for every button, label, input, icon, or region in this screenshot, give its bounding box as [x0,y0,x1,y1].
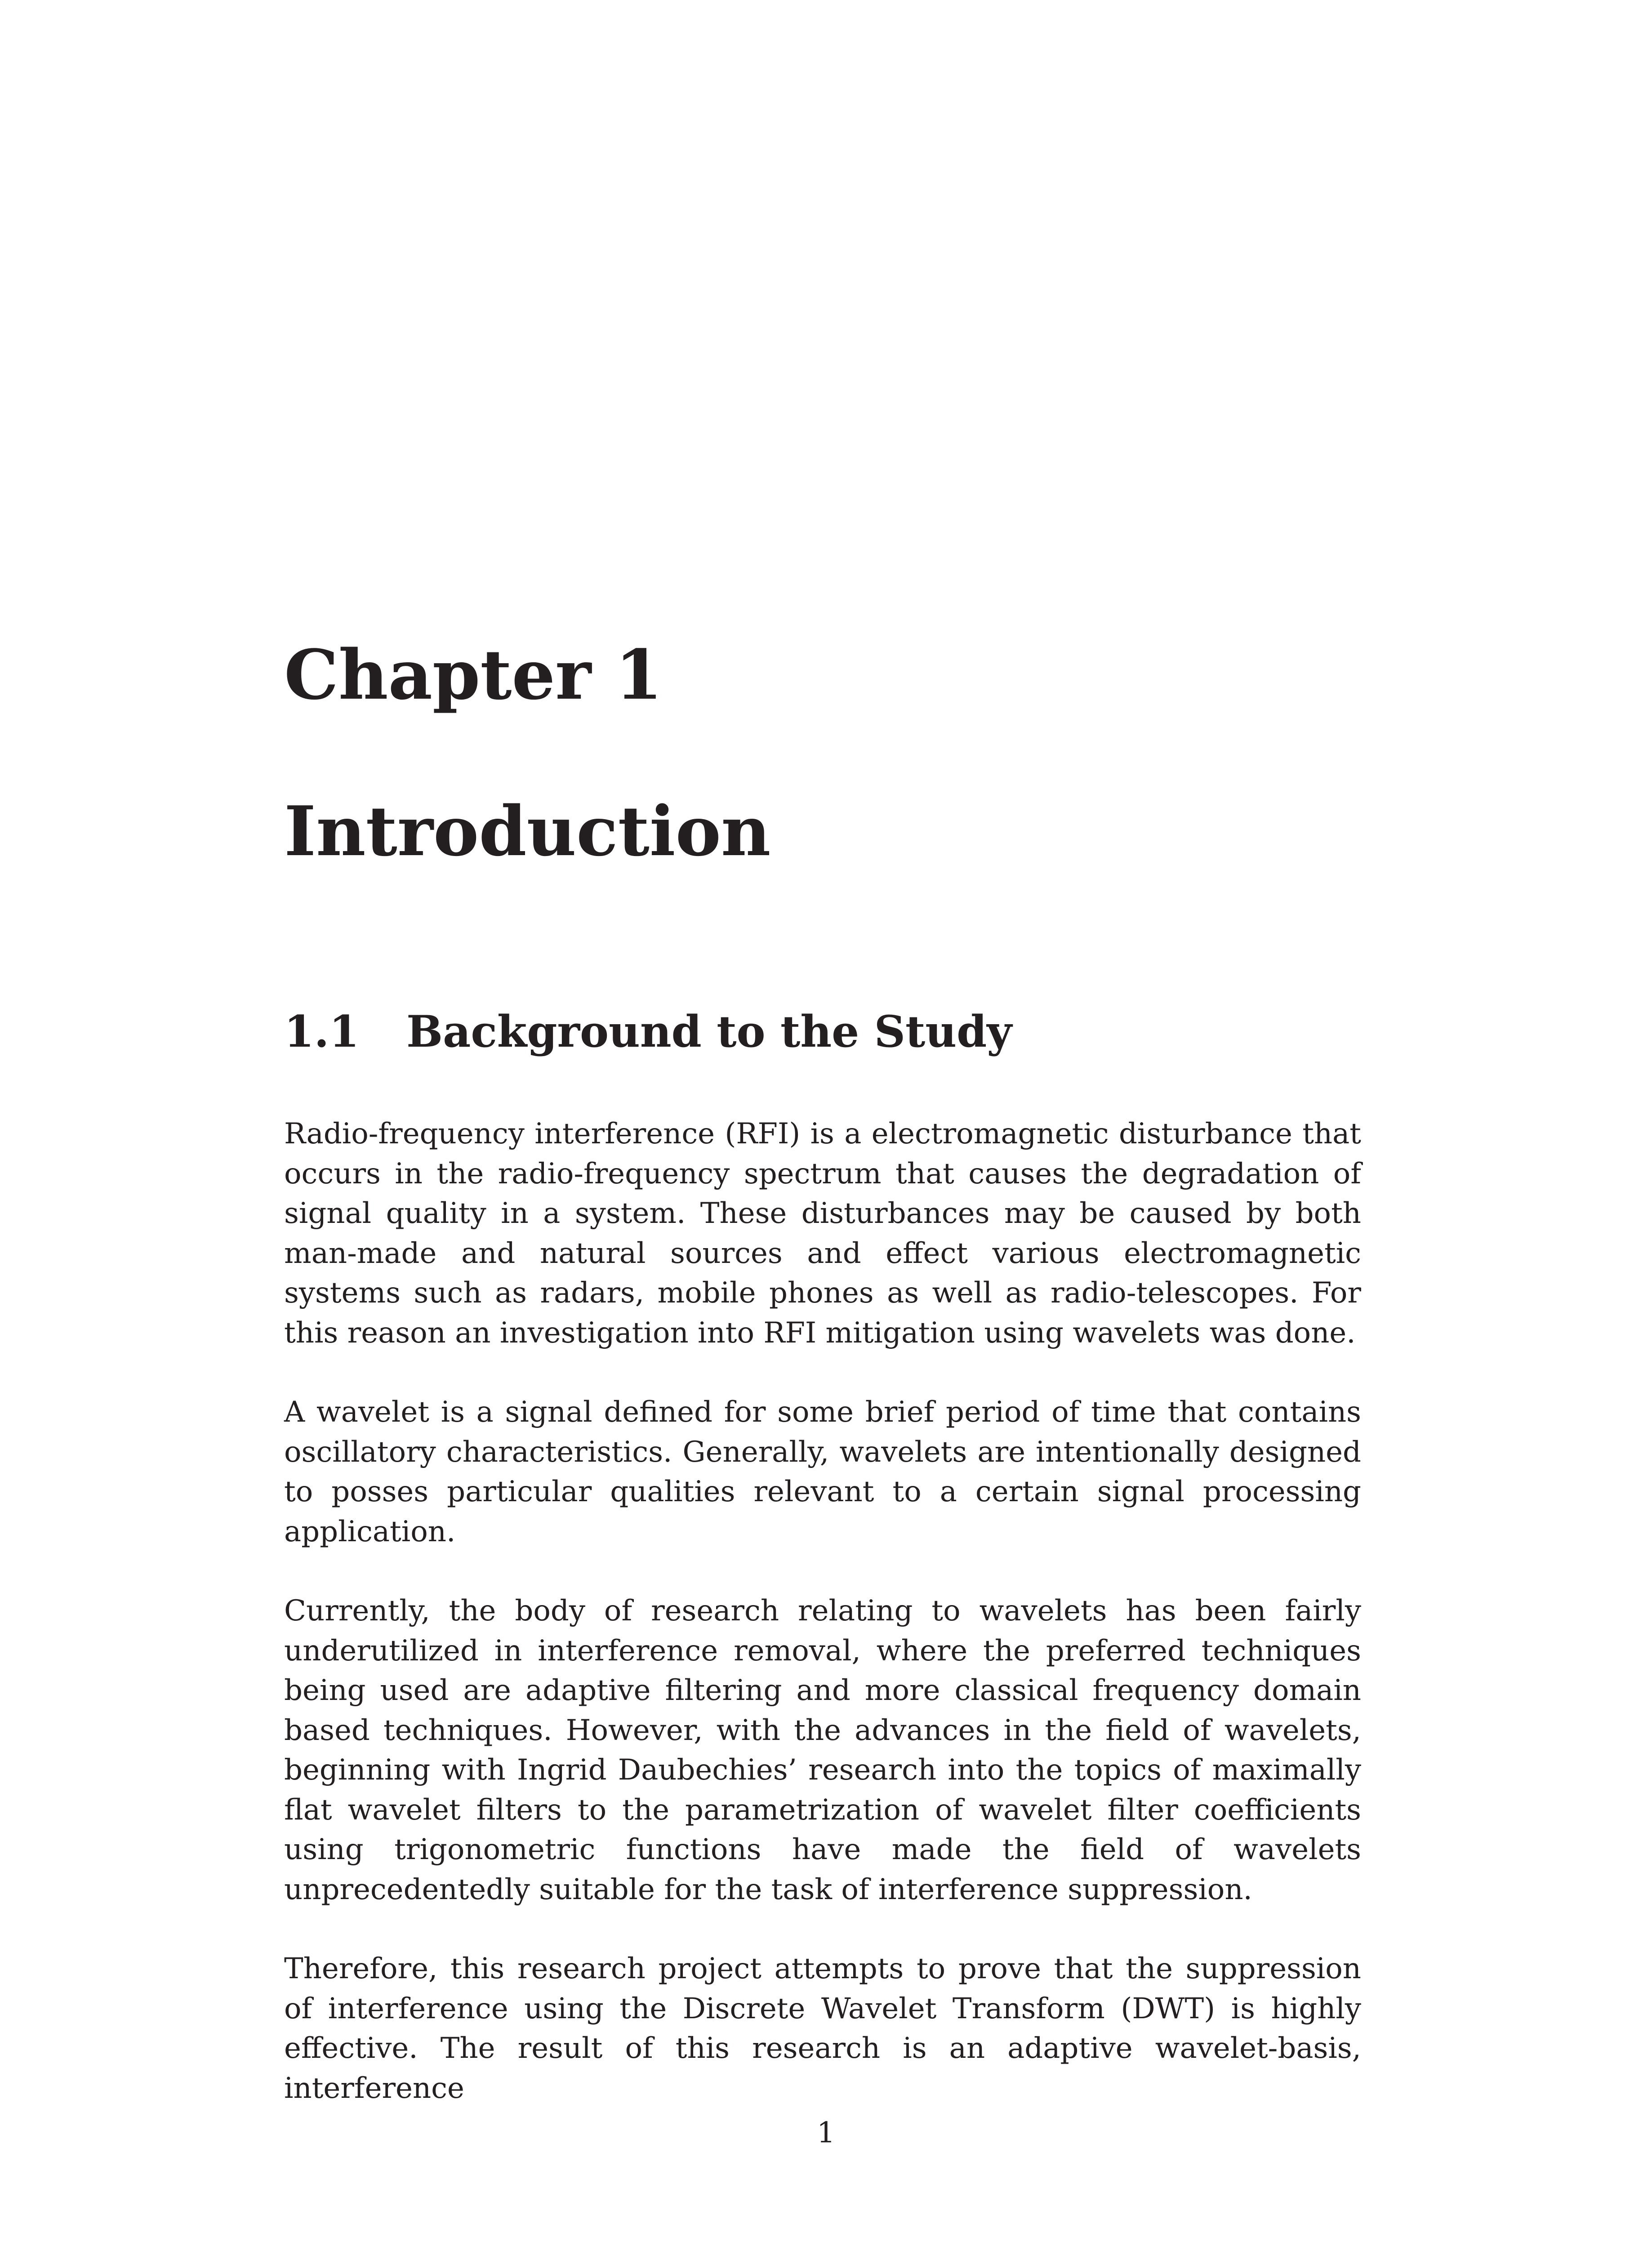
paragraph-research-aim: Therefore, this research project attempts to prove that the suppression of interference using the Discrete Wavelet Transform (DWT) is highly effective. The result of this research is an adaptive wavelet-basis, interference [284,1952,1361,2105]
chapter-title: Introduction [284,791,771,871]
section-heading [284,1006,1012,1057]
chapter-label: Chapter 1 [284,634,663,715]
body-text [284,1114,1361,2108]
paragraph-research-context: Currently, the body of research relating to wavelets has been fairly underutilized in interference removal, where the preferred techniques being used are adaptive filtering and more classical frequency domain based techniques. However, with the advances in the field of wavelets, beginning with Ingrid Daubechies’ research into the topics of maximally flat wavelet filters to the parametrization of wavelet filter coefficients using trigonometric functions have made the field of wavelets unprecedentedly suitable for the task of interference suppression. [284,1594,1361,1906]
page-number: 1 [817,2116,835,2150]
section-number: 1.1 [284,1006,360,1057]
paragraph-wavelet-definition: A wavelet is a signal defined for some brief period of time that contains oscillatory characteristics. Generally, wavelets are intentionally designed to posses particular qualities relevant to a certain signal processing application. [284,1396,1361,1548]
section-title: Background to the Study [406,1006,1012,1057]
paragraph-rfi-definition: Radio-frequency interference (RFI) is a electromagnetic disturbance that occurs in the radio-frequency spectrum that causes the degradation of signal quality in a system. These disturbances may be caused by both man-made and natural sources and effect various electromagnetic systems such as radars, mobile phones as well as radio-telescopes. For this reason an investigation into RFI mitigation using wavelets was done. [284,1117,1361,1350]
